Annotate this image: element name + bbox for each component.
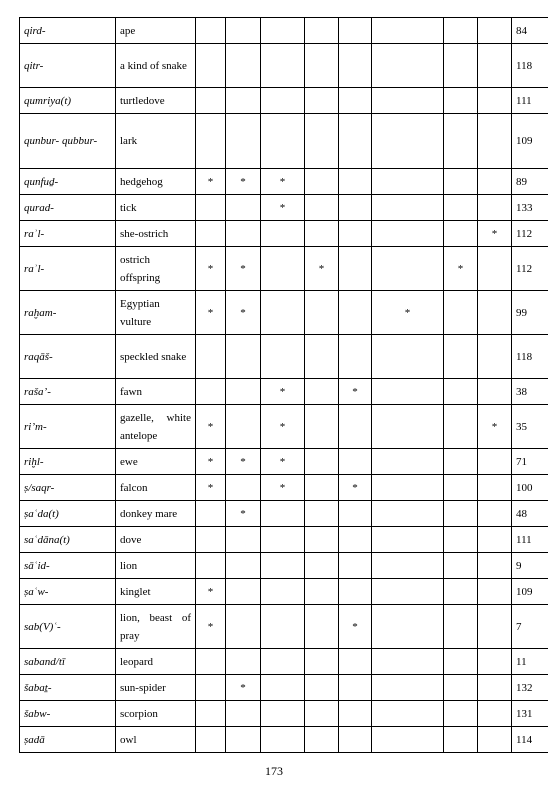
mark-cell: *	[226, 291, 261, 335]
mark-cell	[305, 379, 339, 405]
mark-cell	[478, 675, 512, 701]
mark-cell	[226, 195, 261, 221]
page-ref-cell: 114	[512, 727, 548, 753]
mark-cell	[372, 675, 444, 701]
table-row	[20, 553, 548, 579]
mark-cell	[444, 649, 478, 675]
mark-cell	[196, 501, 226, 527]
mark-cell	[478, 169, 512, 195]
mark-cell	[261, 44, 305, 88]
table-row	[20, 527, 548, 553]
mark-cell	[261, 88, 305, 114]
page-ref-cell: 7	[512, 605, 548, 649]
mark-cell	[478, 44, 512, 88]
word-cell: qitr-	[20, 44, 116, 88]
mark-cell	[196, 701, 226, 727]
mark-cell	[261, 18, 305, 44]
mark-cell	[305, 527, 339, 553]
mark-cell	[305, 221, 339, 247]
table-row	[20, 88, 548, 114]
table-row	[20, 114, 548, 169]
mark-cell	[196, 649, 226, 675]
mark-cell	[226, 114, 261, 169]
mark-cell	[339, 553, 372, 579]
mark-cell	[339, 291, 372, 335]
word-cell: ṣaʿw-	[20, 579, 116, 605]
table-row	[20, 727, 548, 753]
word-cell: saband/tī	[20, 649, 116, 675]
mark-cell	[372, 405, 444, 449]
word-cell: šabw-	[20, 701, 116, 727]
gloss-cell: she-ostrich	[116, 221, 196, 247]
mark-cell	[478, 649, 512, 675]
mark-cell	[478, 291, 512, 335]
mark-cell: *	[261, 475, 305, 501]
mark-cell	[226, 379, 261, 405]
word-cell: raʾl-	[20, 247, 116, 291]
table-row	[20, 405, 548, 449]
table-row	[20, 44, 548, 88]
table-row	[20, 247, 548, 291]
table-row	[20, 475, 548, 501]
mark-cell	[305, 44, 339, 88]
mark-cell: *	[339, 379, 372, 405]
mark-cell	[261, 579, 305, 605]
gloss-cell: fawn	[116, 379, 196, 405]
mark-cell	[478, 247, 512, 291]
mark-cell: *	[261, 405, 305, 449]
mark-cell	[444, 675, 478, 701]
mark-cell	[196, 44, 226, 88]
mark-cell	[226, 727, 261, 753]
gloss-cell: lion	[116, 553, 196, 579]
mark-cell	[196, 88, 226, 114]
mark-cell	[478, 475, 512, 501]
table-row	[20, 221, 548, 247]
mark-cell	[444, 701, 478, 727]
mark-cell	[339, 701, 372, 727]
gloss-cell: Egyptian vulture	[116, 291, 196, 335]
mark-cell	[478, 449, 512, 475]
mark-cell	[226, 44, 261, 88]
mark-cell	[339, 114, 372, 169]
mark-cell	[372, 221, 444, 247]
gloss-cell: a kind of snake	[116, 44, 196, 88]
word-cell: qurad-	[20, 195, 116, 221]
mark-cell	[444, 221, 478, 247]
word-cell: sāʿid-	[20, 553, 116, 579]
mark-cell	[339, 649, 372, 675]
mark-cell	[478, 88, 512, 114]
mark-cell	[444, 114, 478, 169]
mark-cell	[444, 475, 478, 501]
mark-cell: *	[196, 579, 226, 605]
page-ref-cell: 112	[512, 247, 548, 291]
word-cell: sab(V)ʿ-	[20, 605, 116, 649]
page-ref-cell: 99	[512, 291, 548, 335]
mark-cell	[478, 553, 512, 579]
word-cell: ri’m-	[20, 405, 116, 449]
mark-cell	[261, 701, 305, 727]
gloss-cell: turtledove	[116, 88, 196, 114]
mark-cell	[305, 449, 339, 475]
mark-cell	[444, 335, 478, 379]
mark-cell	[305, 169, 339, 195]
word-cell: riḫl-	[20, 449, 116, 475]
mark-cell: *	[261, 449, 305, 475]
table-row	[20, 675, 548, 701]
page-ref-cell: 118	[512, 44, 548, 88]
mark-cell	[444, 579, 478, 605]
word-cell: qunbur- qubbur-	[20, 114, 116, 169]
mark-cell	[372, 605, 444, 649]
page-ref-cell: 84	[512, 18, 548, 44]
mark-cell	[444, 88, 478, 114]
word-cell: qird-	[20, 18, 116, 44]
gloss-cell: falcon	[116, 475, 196, 501]
mark-cell	[305, 579, 339, 605]
mark-cell: *	[372, 291, 444, 335]
mark-cell: *	[261, 379, 305, 405]
mark-cell	[339, 579, 372, 605]
page-number: 173	[265, 764, 283, 778]
mark-cell	[339, 501, 372, 527]
mark-cell	[339, 405, 372, 449]
gloss-cell: sun-spider	[116, 675, 196, 701]
mark-cell	[339, 195, 372, 221]
table-row	[20, 605, 548, 649]
gloss-cell: lark	[116, 114, 196, 169]
mark-cell	[339, 527, 372, 553]
page-ref-cell: 9	[512, 553, 548, 579]
mark-cell: *	[196, 291, 226, 335]
gloss-cell: donkey mare	[116, 501, 196, 527]
mark-cell	[478, 335, 512, 379]
gloss-cell: ostrich offspring	[116, 247, 196, 291]
mark-cell	[305, 405, 339, 449]
page-ref-cell: 35	[512, 405, 548, 449]
mark-cell	[372, 449, 444, 475]
mark-cell: *	[196, 475, 226, 501]
table-row	[20, 169, 548, 195]
page-ref-cell: 112	[512, 221, 548, 247]
mark-cell	[305, 475, 339, 501]
mark-cell: *	[226, 675, 261, 701]
mark-cell	[305, 291, 339, 335]
mark-cell: *	[339, 475, 372, 501]
gloss-cell: ape	[116, 18, 196, 44]
mark-cell	[339, 449, 372, 475]
table-row	[20, 195, 548, 221]
mark-cell	[226, 649, 261, 675]
mark-cell: *	[196, 169, 226, 195]
mark-cell	[226, 405, 261, 449]
page-ref-cell: 71	[512, 449, 548, 475]
page-ref-cell: 132	[512, 675, 548, 701]
mark-cell	[261, 335, 305, 379]
mark-cell	[261, 291, 305, 335]
mark-cell	[372, 649, 444, 675]
mark-cell	[226, 88, 261, 114]
mark-cell	[444, 727, 478, 753]
mark-cell	[478, 527, 512, 553]
mark-cell	[372, 195, 444, 221]
mark-cell	[261, 727, 305, 753]
mark-cell	[261, 527, 305, 553]
word-cell: saʿdāna(t)	[20, 527, 116, 553]
mark-cell	[372, 727, 444, 753]
mark-cell	[196, 675, 226, 701]
page-ref-cell: 109	[512, 579, 548, 605]
gloss-cell: scorpion	[116, 701, 196, 727]
table-row	[20, 291, 548, 335]
mark-cell	[226, 18, 261, 44]
gloss-cell: ewe	[116, 449, 196, 475]
mark-cell	[305, 88, 339, 114]
page-ref-cell: 133	[512, 195, 548, 221]
table-row	[20, 701, 548, 727]
gloss-cell: hedgehog	[116, 169, 196, 195]
mark-cell	[226, 527, 261, 553]
mark-cell	[305, 553, 339, 579]
mark-cell	[226, 221, 261, 247]
mark-cell	[305, 114, 339, 169]
word-cell: qunfuḏ-	[20, 169, 116, 195]
mark-cell	[372, 169, 444, 195]
mark-cell	[372, 579, 444, 605]
mark-cell	[372, 44, 444, 88]
mark-cell	[226, 475, 261, 501]
lexicon-table	[19, 17, 548, 753]
mark-cell	[444, 195, 478, 221]
mark-cell	[372, 527, 444, 553]
mark-cell	[196, 221, 226, 247]
mark-cell	[478, 18, 512, 44]
mark-cell	[444, 553, 478, 579]
page-ref-cell: 111	[512, 527, 548, 553]
gloss-cell: lion, beast of pray	[116, 605, 196, 649]
mark-cell	[196, 335, 226, 379]
mark-cell	[478, 195, 512, 221]
mark-cell: *	[196, 449, 226, 475]
mark-cell	[478, 379, 512, 405]
mark-cell	[444, 501, 478, 527]
mark-cell	[444, 527, 478, 553]
mark-cell	[444, 44, 478, 88]
mark-cell	[305, 727, 339, 753]
table-row	[20, 579, 548, 605]
mark-cell	[478, 605, 512, 649]
word-cell: raʾl-	[20, 221, 116, 247]
table-row	[20, 18, 548, 44]
mark-cell	[444, 449, 478, 475]
page-ref-cell: 131	[512, 701, 548, 727]
table-row	[20, 449, 548, 475]
gloss-cell: leopard	[116, 649, 196, 675]
mark-cell	[339, 44, 372, 88]
mark-cell	[478, 579, 512, 605]
mark-cell: *	[196, 605, 226, 649]
page-ref-cell: 111	[512, 88, 548, 114]
mark-cell	[372, 701, 444, 727]
mark-cell	[478, 701, 512, 727]
page-ref-cell: 100	[512, 475, 548, 501]
word-cell: raša’-	[20, 379, 116, 405]
mark-cell	[444, 605, 478, 649]
mark-cell	[444, 18, 478, 44]
mark-cell	[196, 727, 226, 753]
page-ref-cell: 11	[512, 649, 548, 675]
mark-cell	[226, 701, 261, 727]
mark-cell: *	[478, 405, 512, 449]
mark-cell	[261, 221, 305, 247]
mark-cell	[261, 247, 305, 291]
mark-cell	[196, 379, 226, 405]
mark-cell	[196, 195, 226, 221]
mark-cell	[339, 88, 372, 114]
mark-cell	[339, 675, 372, 701]
mark-cell	[261, 605, 305, 649]
table-row	[20, 335, 548, 379]
mark-cell	[196, 114, 226, 169]
mark-cell: *	[196, 247, 226, 291]
gloss-cell: tick	[116, 195, 196, 221]
gloss-cell: owl	[116, 727, 196, 753]
mark-cell	[196, 527, 226, 553]
mark-cell	[444, 291, 478, 335]
gloss-cell: kinglet	[116, 579, 196, 605]
mark-cell	[372, 501, 444, 527]
mark-cell	[372, 114, 444, 169]
table-row	[20, 501, 548, 527]
mark-cell	[226, 579, 261, 605]
lexicon-table-body	[20, 18, 548, 753]
mark-cell	[478, 501, 512, 527]
mark-cell	[444, 405, 478, 449]
mark-cell: *	[444, 247, 478, 291]
page-ref-cell: 89	[512, 169, 548, 195]
page-ref-cell: 38	[512, 379, 548, 405]
mark-cell	[261, 649, 305, 675]
word-cell: ṣaʿda(t)	[20, 501, 116, 527]
mark-cell	[305, 701, 339, 727]
word-cell: ṣadā	[20, 727, 116, 753]
word-cell: raqāš-	[20, 335, 116, 379]
mark-cell: *	[339, 605, 372, 649]
page-ref-cell: 109	[512, 114, 548, 169]
page-ref-cell: 48	[512, 501, 548, 527]
mark-cell	[305, 605, 339, 649]
mark-cell: *	[305, 247, 339, 291]
mark-cell	[305, 335, 339, 379]
mark-cell	[339, 727, 372, 753]
mark-cell: *	[226, 169, 261, 195]
mark-cell	[339, 221, 372, 247]
mark-cell	[478, 727, 512, 753]
gloss-cell: dove	[116, 527, 196, 553]
table-row	[20, 379, 548, 405]
mark-cell: *	[226, 501, 261, 527]
mark-cell	[444, 169, 478, 195]
mark-cell	[372, 18, 444, 44]
mark-cell	[261, 114, 305, 169]
mark-cell	[226, 553, 261, 579]
mark-cell	[226, 605, 261, 649]
mark-cell	[305, 649, 339, 675]
mark-cell	[339, 335, 372, 379]
mark-cell	[372, 379, 444, 405]
mark-cell	[261, 553, 305, 579]
word-cell: ṣ/saqr-	[20, 475, 116, 501]
mark-cell	[305, 501, 339, 527]
mark-cell	[305, 675, 339, 701]
gloss-cell: gazelle, white antelope	[116, 405, 196, 449]
mark-cell	[261, 675, 305, 701]
table-row	[20, 649, 548, 675]
mark-cell	[339, 247, 372, 291]
word-cell: qumriya(t)	[20, 88, 116, 114]
mark-cell: *	[226, 247, 261, 291]
mark-cell: *	[478, 221, 512, 247]
gloss-cell: speckled snake	[116, 335, 196, 379]
mark-cell	[372, 88, 444, 114]
mark-cell	[372, 247, 444, 291]
mark-cell	[372, 553, 444, 579]
mark-cell	[339, 18, 372, 44]
mark-cell: *	[261, 195, 305, 221]
mark-cell	[372, 335, 444, 379]
mark-cell: *	[226, 449, 261, 475]
mark-cell: *	[261, 169, 305, 195]
mark-cell	[226, 335, 261, 379]
mark-cell	[305, 195, 339, 221]
mark-cell	[444, 379, 478, 405]
mark-cell	[261, 501, 305, 527]
mark-cell	[478, 114, 512, 169]
word-cell: šabaṯ-	[20, 675, 116, 701]
mark-cell	[372, 475, 444, 501]
mark-cell: *	[196, 405, 226, 449]
mark-cell	[305, 18, 339, 44]
mark-cell	[196, 18, 226, 44]
mark-cell	[196, 553, 226, 579]
mark-cell	[339, 169, 372, 195]
page-ref-cell: 118	[512, 335, 548, 379]
word-cell: raḫam-	[20, 291, 116, 335]
